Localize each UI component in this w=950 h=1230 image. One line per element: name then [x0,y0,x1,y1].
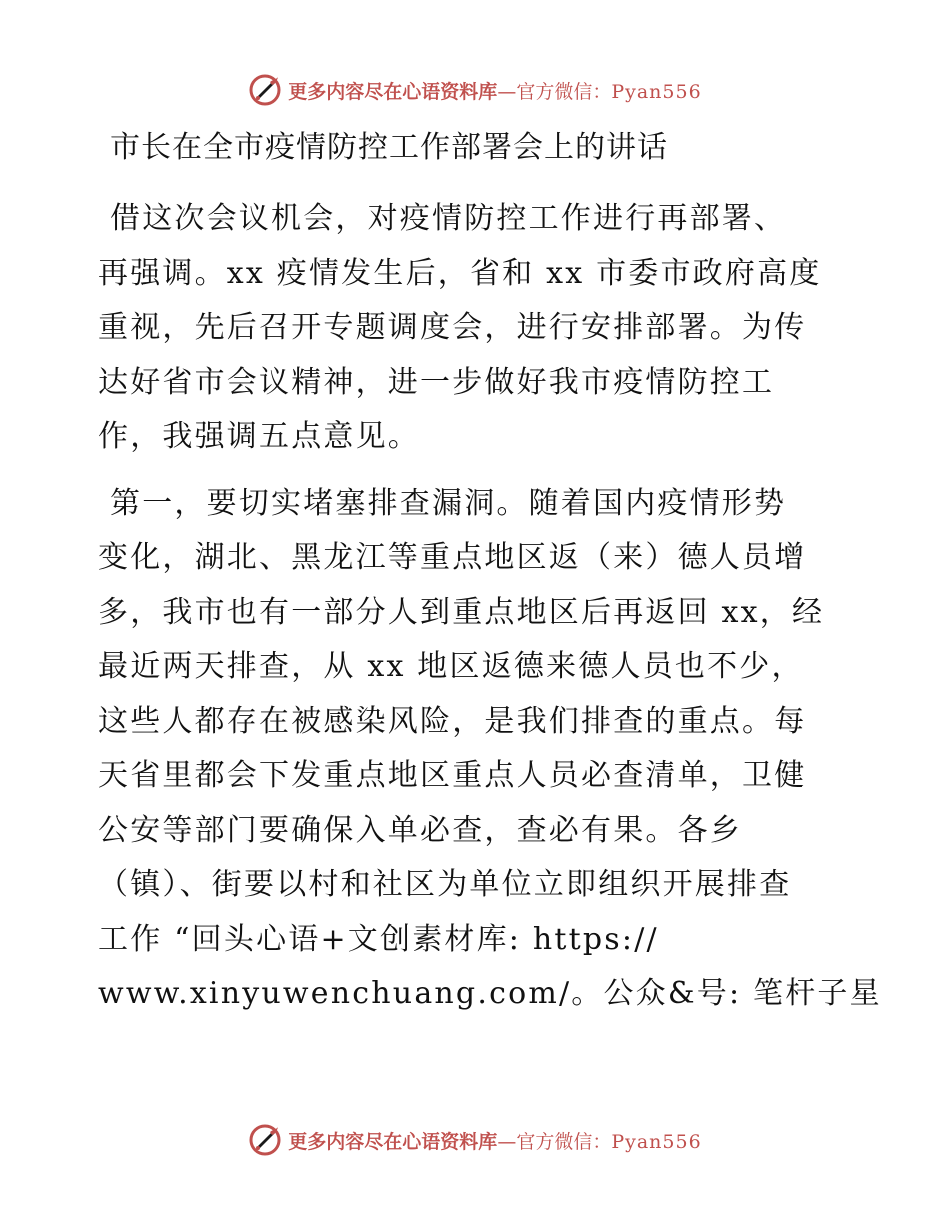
footer-banner [0,1120,950,1160]
document-body [98,118,882,1022]
banner-text [288,77,701,104]
banner-wechat-id: Pyan556 [611,1130,702,1153]
paragraph-line: 公安等部门要确保入单必查，查必有果。各乡 [98,812,742,848]
paragraph-line: 多，我市也有一部分人到重点地区后再返回 xx，经 [98,594,825,630]
paragraph-line: 变化，湖北、黑龙江等重点地区返（来）德人员增 [98,540,807,575]
banner-dash: — [497,1130,517,1153]
paragraph-line: （镇）、街要以村和社区为单位立即组织开展排查 [98,867,792,902]
paragraph-line: 天省里都会下发重点地区重点人员必查清单，卫健 [98,758,807,793]
paragraph-line: 借这次会议机会，对疫情防控工作进行再部署、 [110,201,787,236]
banner-wechat-id: Pyan556 [611,80,702,103]
paragraph-line: 达好省市会议精神，进一步做好我市疫情防控工 [98,364,775,400]
paragraph-line: www.xinyuwenchuang.com/。公众&号: 笔杆子星 [98,976,882,1011]
banner-text [288,1127,701,1154]
paragraph-line: 作，我强调五点意见。 [98,419,420,454]
banner-main-text: 更多内容尽在心语资料库 [288,1130,498,1153]
paragraph-2 [98,477,882,1022]
quill-logo-icon [248,73,282,107]
document-title: 市长在全市疫情防控工作部署会上的讲话 [110,130,668,165]
paragraph-line: 再强调。xx 疫情发生后，省和 xx 市委市政府高度 [98,255,822,291]
banner-official-label: 官方微信： [516,80,612,103]
quill-logo-icon [248,1123,282,1157]
paragraph-line: 重视，先后召开专题调度会，进行安排部署。为传 [98,310,807,345]
banner-main-text: 更多内容尽在心语资料库 [288,80,498,103]
banner-official-label: 官方微信： [516,1130,612,1153]
paragraph-line: 这些人都存在被感染风险，是我们排查的重点。每 [98,703,807,739]
header-banner [0,70,950,110]
paragraph-line: 最近两天排查，从 xx 地区返德来德人员也不少， [98,649,804,684]
paragraph-1 [98,192,858,465]
paragraph-line: 工作 “回头心语+文创素材库: https:// [98,921,659,957]
paragraph-line: 第一，要切实堵塞排查漏洞。随着国内疫情形势 [110,485,787,521]
banner-dash: — [497,80,517,103]
